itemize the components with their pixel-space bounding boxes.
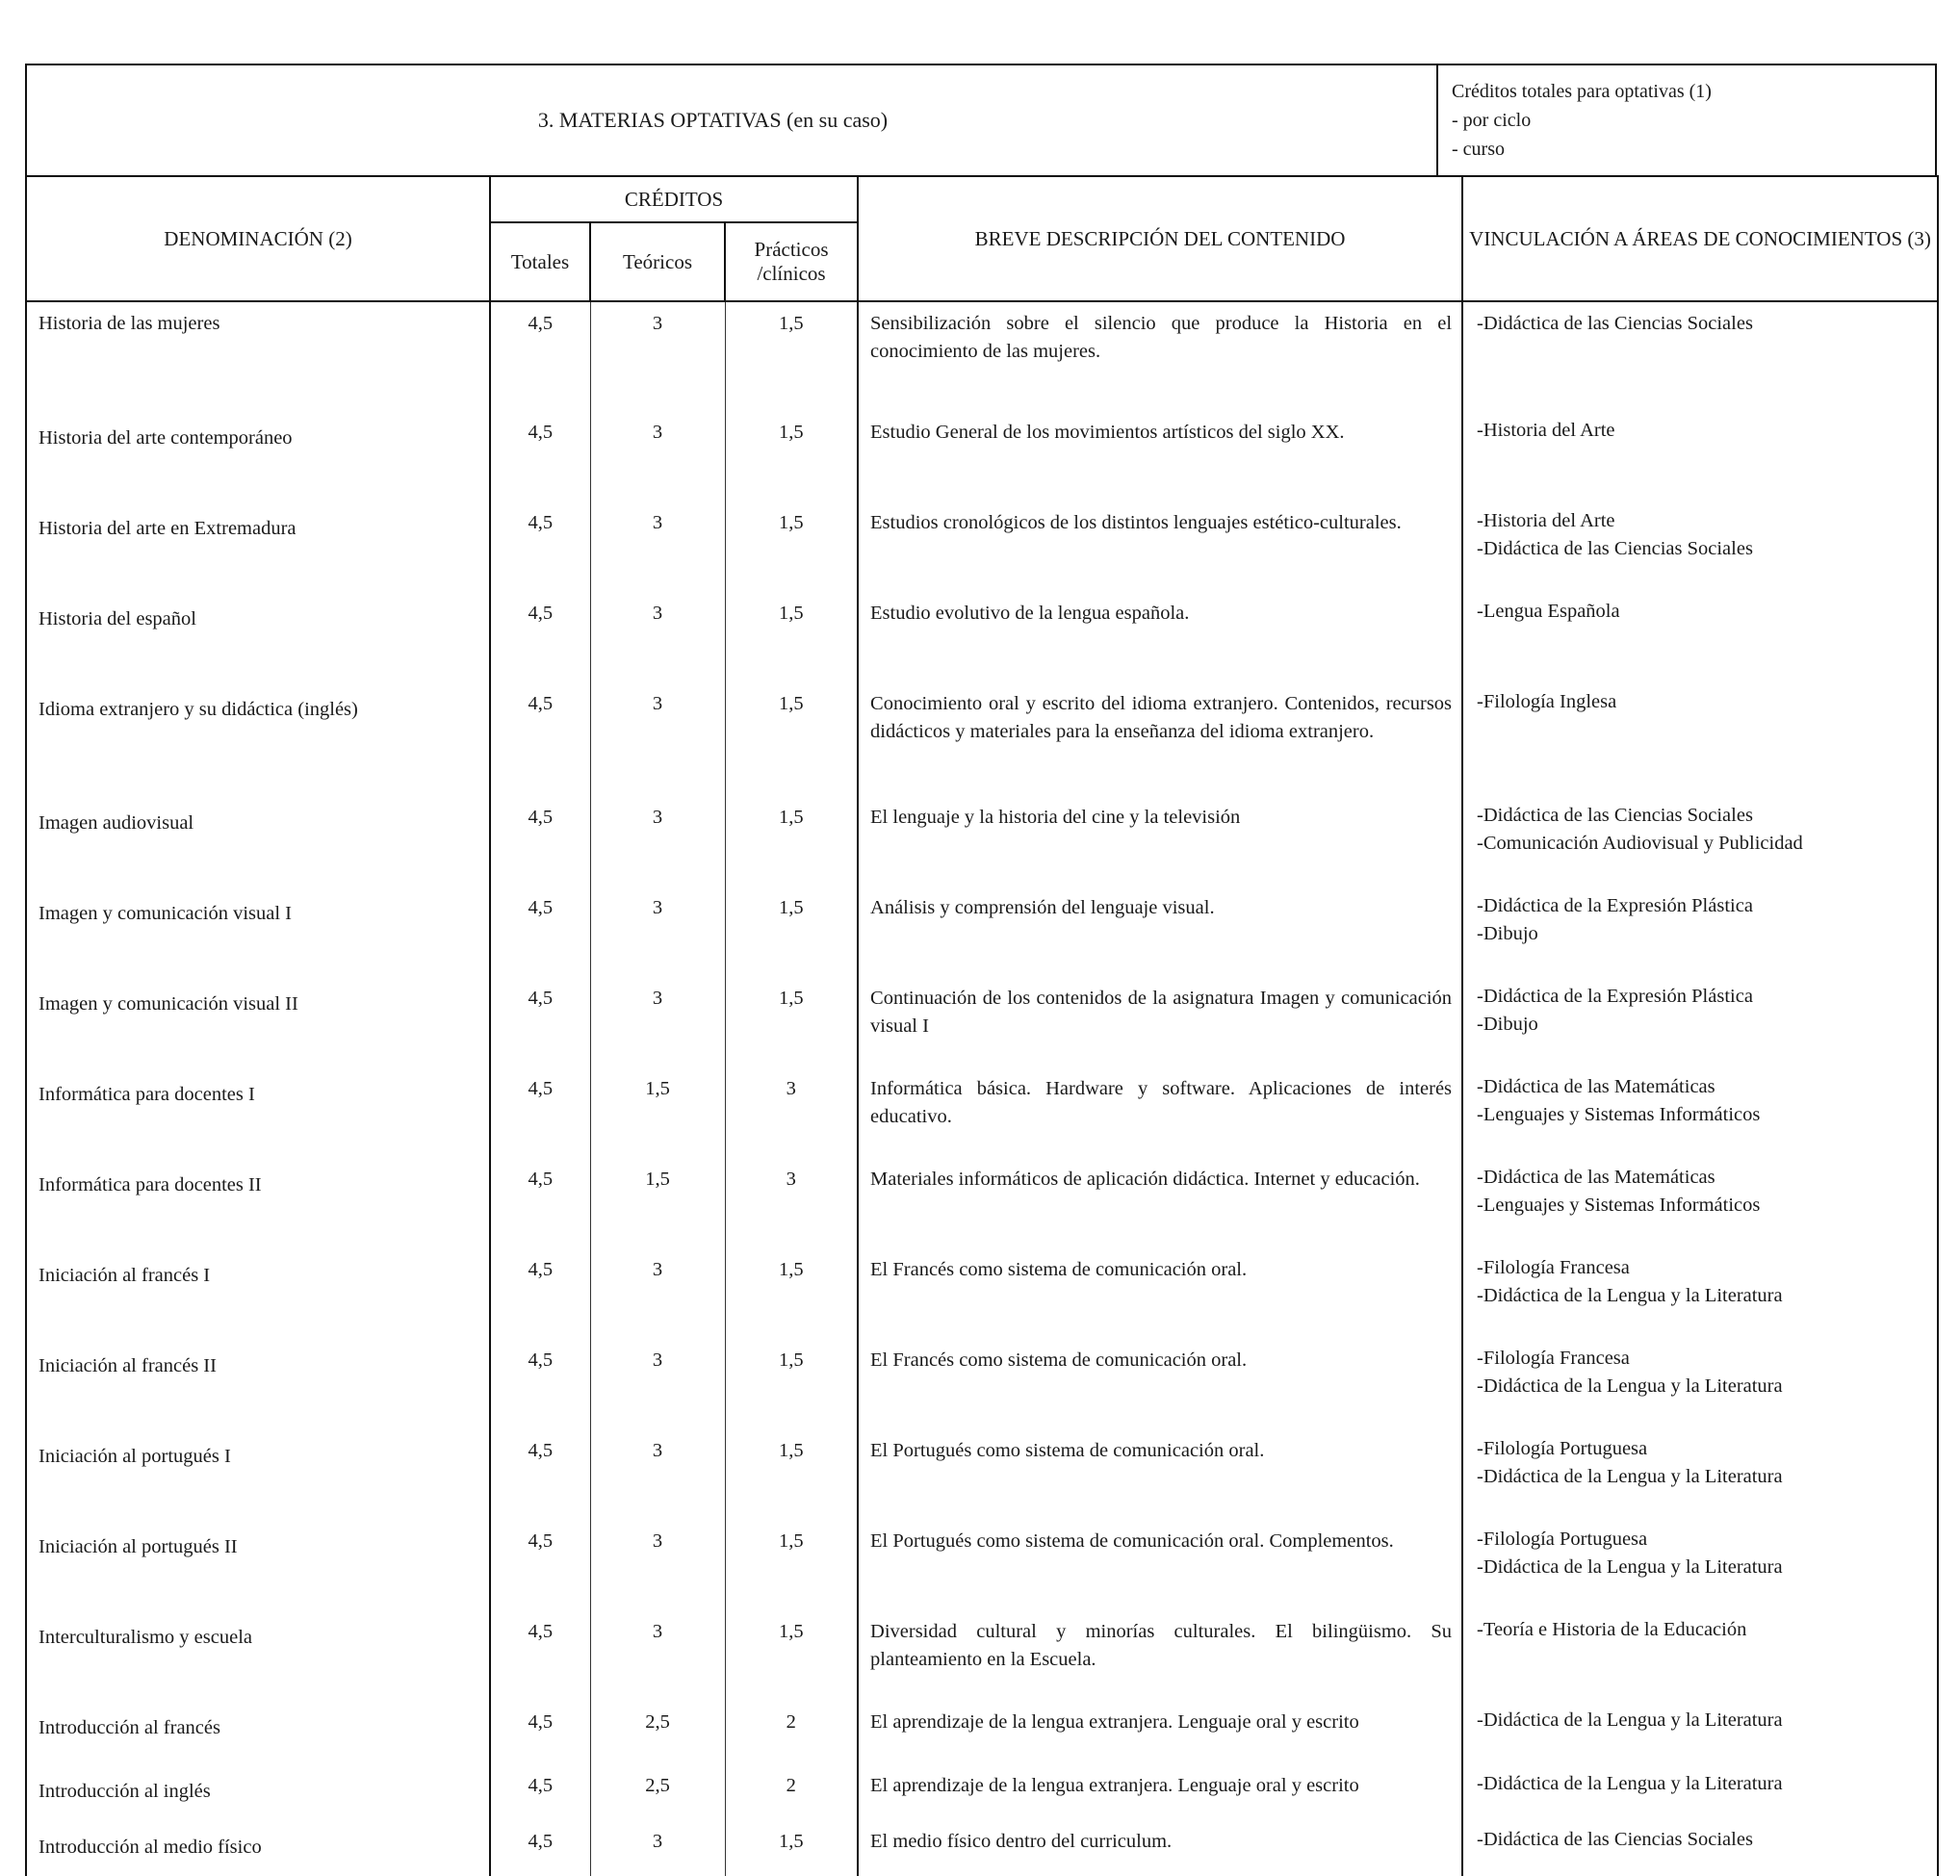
credits-teoricos: 3 (590, 301, 725, 411)
credits-totales: 4,5 (490, 1429, 590, 1520)
credits-practicos: 2 (725, 1701, 858, 1764)
table-row (26, 682, 1938, 796)
table-row (26, 1158, 1938, 1248)
credits-practicos: 1,5 (725, 1429, 858, 1520)
knowledge-areas (1462, 1067, 1938, 1158)
knowledge-areas (1462, 1610, 1938, 1701)
credits-totales: 4,5 (490, 301, 590, 411)
knowledge-area: -Filología Portuguesa (1477, 1438, 1648, 1459)
knowledge-areas (1462, 411, 1938, 501)
table-row (26, 1429, 1938, 1520)
table-row (26, 501, 1938, 592)
content-description: El lenguaje y la historia del cine y la televisión (858, 796, 1462, 887)
subject-name: Iniciación al francés II (26, 1339, 490, 1429)
knowledge-area: -Didáctica de la Lengua y la Literatura (1477, 1773, 1783, 1794)
knowledge-area: -Didáctica de las Matemáticas (1477, 1167, 1715, 1188)
credits-totales: 4,5 (490, 682, 590, 796)
knowledge-area: -Filología Inglesa (1477, 691, 1617, 712)
content-description: Estudio evolutivo de la lengua española. (858, 592, 1462, 682)
knowledge-area: -Didáctica de la Lengua y la Literatura (1477, 1375, 1783, 1397)
credits-totales: 4,5 (490, 1520, 590, 1610)
knowledge-area: -Filología Portuguesa (1477, 1529, 1648, 1550)
content-description: El aprendizaje de la lengua extranjera. Lenguaje oral y escrito (858, 1764, 1462, 1820)
credits-teoricos: 3 (590, 1248, 725, 1339)
table-row (26, 887, 1938, 977)
credits-title: Créditos totales para optativas (1) (1452, 81, 1712, 102)
credits-practicos: 1,5 (725, 301, 858, 411)
credits-totales: 4,5 (490, 1610, 590, 1701)
table-row (26, 1820, 1938, 1876)
credits-practicos: 1,5 (725, 1820, 858, 1876)
credits-totales: 4,5 (490, 411, 590, 501)
credits-teoricos: 1,5 (590, 1067, 725, 1158)
knowledge-area: -Lenguajes y Sistemas Informáticos (1477, 1195, 1761, 1216)
credits-practicos: 1,5 (725, 977, 858, 1067)
table-row (26, 1067, 1938, 1158)
table-row (26, 796, 1938, 887)
knowledge-area: -Didáctica de la Expresión Plástica (1477, 895, 1753, 916)
credits-practicos: 2 (725, 1764, 858, 1820)
subject-name: Imagen y comunicación visual II (26, 977, 490, 1067)
knowledge-area: -Didáctica de la Lengua y la Literatura (1477, 1466, 1783, 1487)
subject-name: Historia del arte contemporáneo (26, 411, 490, 501)
credits-teoricos: 3 (590, 411, 725, 501)
header-creditos: CRÉDITOS (490, 176, 858, 222)
subject-name: Informática para docentes II (26, 1158, 490, 1248)
credits-practicos: 1,5 (725, 887, 858, 977)
subject-name: Historia de las mujeres (26, 301, 490, 411)
knowledge-area: -Didáctica de la Lengua y la Literatura (1477, 1285, 1783, 1306)
knowledge-area: -Historia del Arte (1477, 420, 1615, 441)
knowledge-areas (1462, 977, 1938, 1067)
subject-name: Iniciación al portugués I (26, 1429, 490, 1520)
credits-teoricos: 3 (590, 887, 725, 977)
credits-totales: 4,5 (490, 1820, 590, 1876)
credits-teoricos: 3 (590, 1610, 725, 1701)
header-denominacion: DENOMINACIÓN (2) (26, 176, 490, 301)
content-description: El Portugués como sistema de comunicación oral. (858, 1429, 1462, 1520)
subject-name: Historia del español (26, 592, 490, 682)
credits-totales: 4,5 (490, 1764, 590, 1820)
credits-teoricos: 1,5 (590, 1158, 725, 1248)
knowledge-areas (1462, 1158, 1938, 1248)
knowledge-area: -Dibujo (1477, 1014, 1538, 1035)
credits-teoricos: 3 (590, 1339, 725, 1429)
subject-name: Idioma extranjero y su didáctica (inglés) (26, 682, 490, 796)
knowledge-areas (1462, 796, 1938, 887)
knowledge-areas (1462, 1339, 1938, 1429)
table-row (26, 592, 1938, 682)
credits-teoricos: 3 (590, 682, 725, 796)
content-description: El Francés como sistema de comunicación oral. (858, 1248, 1462, 1339)
document-page (25, 64, 1937, 1876)
knowledge-area: -Didáctica de la Lengua y la Literatura (1477, 1709, 1783, 1731)
header-totales: Totales (490, 222, 590, 301)
content-description: Diversidad cultural y minorías culturales. El bilingüismo. Su planteamiento en la Escuela. (858, 1610, 1462, 1701)
credits-totales: 4,5 (490, 1701, 590, 1764)
credits-teoricos: 3 (590, 1520, 725, 1610)
knowledge-area: -Didáctica de las Ciencias Sociales (1477, 1829, 1753, 1850)
subject-name: Iniciación al francés I (26, 1248, 490, 1339)
knowledge-area: -Didáctica de las Matemáticas (1477, 1076, 1715, 1097)
content-description: Materiales informáticos de aplicación didáctica. Internet y educación. (858, 1158, 1462, 1248)
subject-name: Introducción al inglés (26, 1764, 490, 1820)
knowledge-area: -Comunicación Audiovisual y Publicidad (1477, 833, 1803, 854)
credits-totales: 4,5 (490, 796, 590, 887)
credits-practicos: 1,5 (725, 411, 858, 501)
credits-line-curso: - curso (1452, 139, 1505, 160)
knowledge-area: -Historia del Arte (1477, 510, 1615, 531)
content-description: El aprendizaje de la lengua extranjera. Lenguaje oral y escrito (858, 1701, 1462, 1764)
content-description: Estudio General de los movimientos artísticos del siglo XX. (858, 411, 1462, 501)
knowledge-areas (1462, 1820, 1938, 1876)
credits-teoricos: 2,5 (590, 1701, 725, 1764)
header-table (25, 64, 1937, 177)
credits-practicos: 1,5 (725, 1610, 858, 1701)
content-description: Análisis y comprensión del lenguaje visual. (858, 887, 1462, 977)
table-row (26, 301, 1938, 411)
credits-teoricos: 3 (590, 977, 725, 1067)
section-title: 3. MATERIAS OPTATIVAS (en su caso) (26, 64, 1437, 176)
credits-totales: 4,5 (490, 501, 590, 592)
credits-totales: 4,5 (490, 1339, 590, 1429)
table-row (26, 1764, 1938, 1820)
content-description: Continuación de los contenidos de la asignatura Imagen y comunicación visual I (858, 977, 1462, 1067)
content-description: El Francés como sistema de comunicación oral. (858, 1339, 1462, 1429)
knowledge-areas (1462, 1520, 1938, 1610)
credits-totales: 4,5 (490, 1158, 590, 1248)
knowledge-area: -Dibujo (1477, 923, 1538, 944)
credits-practicos: 1,5 (725, 592, 858, 682)
subject-name: Imagen audiovisual (26, 796, 490, 887)
subject-name: Iniciación al portugués II (26, 1520, 490, 1610)
credits-practicos: 1,5 (725, 1339, 858, 1429)
content-description: El Portugués como sistema de comunicación oral. Complementos. (858, 1520, 1462, 1610)
credits-totales: 4,5 (490, 977, 590, 1067)
credits-practicos: 1,5 (725, 1248, 858, 1339)
knowledge-area: -Didáctica de las Ciencias Sociales (1477, 538, 1753, 559)
subjects-body (26, 301, 1938, 1876)
subject-name: Introducción al francés (26, 1701, 490, 1764)
knowledge-areas (1462, 501, 1938, 592)
table-row (26, 977, 1938, 1067)
knowledge-area: -Filología Francesa (1477, 1257, 1630, 1278)
content-description: Conocimiento oral y escrito del idioma extranjero. Contenidos, recursos didácticos y materiales para la enseñanza del idioma extranjero. (858, 682, 1462, 796)
credits-teoricos: 3 (590, 1429, 725, 1520)
table-row (26, 1339, 1938, 1429)
header-vinculacion: VINCULACIÓN A ÁREAS DE CONOCIMIENTOS (3) (1462, 176, 1938, 301)
table-row (26, 1701, 1938, 1764)
credits-practicos: 1,5 (725, 682, 858, 796)
header-teoricos: Teóricos (590, 222, 725, 301)
knowledge-areas (1462, 1764, 1938, 1820)
table-row (26, 411, 1938, 501)
credits-teoricos: 3 (590, 1820, 725, 1876)
subject-name: Interculturalismo y escuela (26, 1610, 490, 1701)
subject-name: Imagen y comunicación visual I (26, 887, 490, 977)
knowledge-area: -Didáctica de la Expresión Plástica (1477, 986, 1753, 1007)
credits-totales: 4,5 (490, 1067, 590, 1158)
credits-box (1437, 64, 1936, 176)
knowledge-area: -Filología Francesa (1477, 1348, 1630, 1369)
credits-practicos: 1,5 (725, 796, 858, 887)
content-description: Estudios cronológicos de los distintos lenguajes estético-culturales. (858, 501, 1462, 592)
credits-teoricos: 2,5 (590, 1764, 725, 1820)
header-practicos: Prácticos /clínicos (725, 222, 858, 301)
knowledge-areas (1462, 1701, 1938, 1764)
credits-totales: 4,5 (490, 592, 590, 682)
subject-name: Historia del arte en Extremadura (26, 501, 490, 592)
header-descripcion: BREVE DESCRIPCIÓN DEL CONTENIDO (858, 176, 1462, 301)
subject-name: Informática para docentes I (26, 1067, 490, 1158)
knowledge-area: -Lengua Española (1477, 601, 1620, 622)
credits-teoricos: 3 (590, 592, 725, 682)
content-description: Informática básica. Hardware y software. Aplicaciones de interés educativo. (858, 1067, 1462, 1158)
knowledge-areas (1462, 682, 1938, 796)
knowledge-area: -Didáctica de las Ciencias Sociales (1477, 313, 1753, 334)
knowledge-areas (1462, 301, 1938, 411)
credits-practicos: 1,5 (725, 1520, 858, 1610)
knowledge-areas (1462, 1248, 1938, 1339)
credits-practicos: 3 (725, 1067, 858, 1158)
content-description: Sensibilización sobre el silencio que produce la Historia en el conocimiento de las mujeres. (858, 301, 1462, 411)
content-description: El medio físico dentro del curriculum. (858, 1820, 1462, 1876)
credits-practicos: 1,5 (725, 501, 858, 592)
subject-name: Introducción al medio físico (26, 1820, 490, 1876)
knowledge-area: -Teoría e Historia de la Educación (1477, 1619, 1747, 1640)
table-row (26, 1248, 1938, 1339)
credits-teoricos: 3 (590, 501, 725, 592)
knowledge-area: -Didáctica de la Lengua y la Literatura (1477, 1556, 1783, 1578)
knowledge-areas (1462, 887, 1938, 977)
knowledge-areas (1462, 1429, 1938, 1520)
credits-totales: 4,5 (490, 1248, 590, 1339)
credits-teoricos: 3 (590, 796, 725, 887)
knowledge-area: -Lenguajes y Sistemas Informáticos (1477, 1104, 1761, 1125)
credits-totales: 4,5 (490, 887, 590, 977)
credits-practicos: 3 (725, 1158, 858, 1248)
knowledge-area: -Didáctica de las Ciencias Sociales (1477, 805, 1753, 826)
table-row (26, 1520, 1938, 1610)
knowledge-areas (1462, 592, 1938, 682)
subjects-table (25, 175, 1939, 1876)
table-row (26, 1610, 1938, 1701)
credits-line-ciclo: - por ciclo (1452, 110, 1532, 131)
